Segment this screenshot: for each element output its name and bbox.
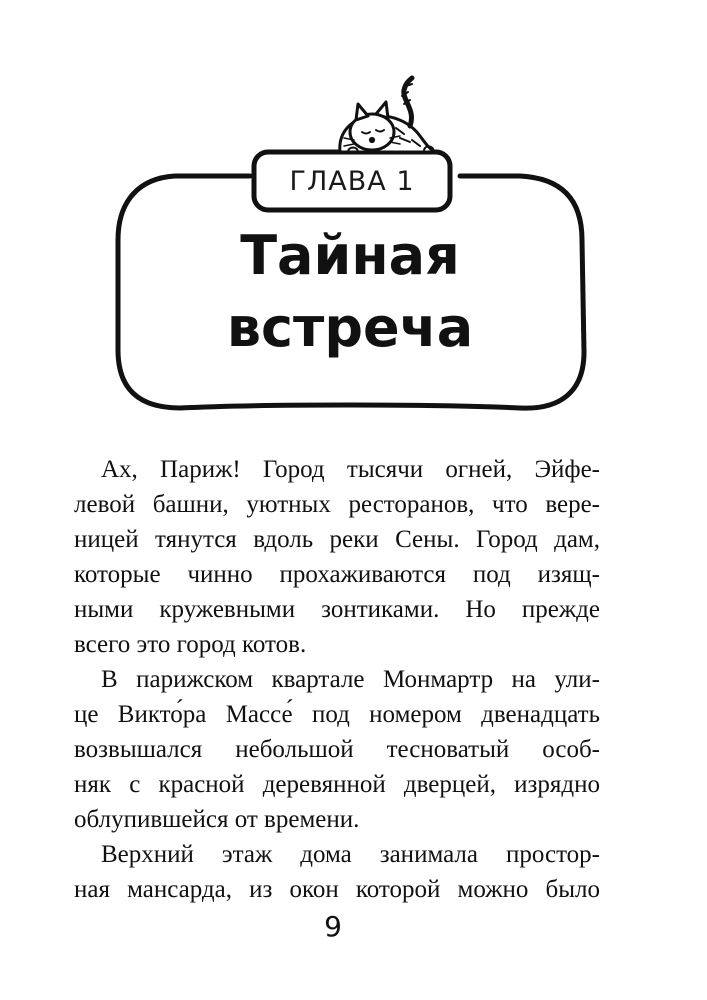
chapter-label: ГЛАВА 1	[289, 165, 415, 197]
chapter-title-line-2: встреча	[226, 296, 474, 359]
text-line: ная мансарда, из окон которой можно было	[74, 876, 600, 903]
text-line: няк с красной деревянной дверцей, изрядно	[74, 771, 600, 798]
text-line: це Викто́ра Массе́ под номером двенадцать	[74, 701, 600, 728]
text-line: Верхний этаж дома занимала простор-	[101, 841, 600, 868]
text-line: ными кружевными зонтиками. Но прежде	[74, 596, 600, 623]
text-line: которые чинно прохаживаются под изящ-	[74, 561, 600, 588]
text-line: облупившейся от времени.	[74, 806, 360, 833]
text-line: В парижском квартале Монмартр на ули-	[101, 666, 600, 693]
text-line: всего это город котов.	[74, 631, 307, 658]
body-text	[74, 452, 600, 907]
text-line: ницей тянутся вдоль реки Сены. Город дам,	[74, 526, 600, 553]
page-number: 9	[324, 910, 342, 943]
text-line: Ах, Париж! Город тысячи огней, Эйфе-	[101, 456, 600, 483]
text-line: возвышался небольшой тесноватый особ-	[74, 736, 600, 763]
cat-icon	[340, 78, 436, 152]
chapter-title-line-1: Тайная	[240, 224, 460, 287]
text-line: левой башни, уютных ресторанов, что вере-	[74, 491, 600, 518]
chapter-title	[130, 220, 570, 364]
